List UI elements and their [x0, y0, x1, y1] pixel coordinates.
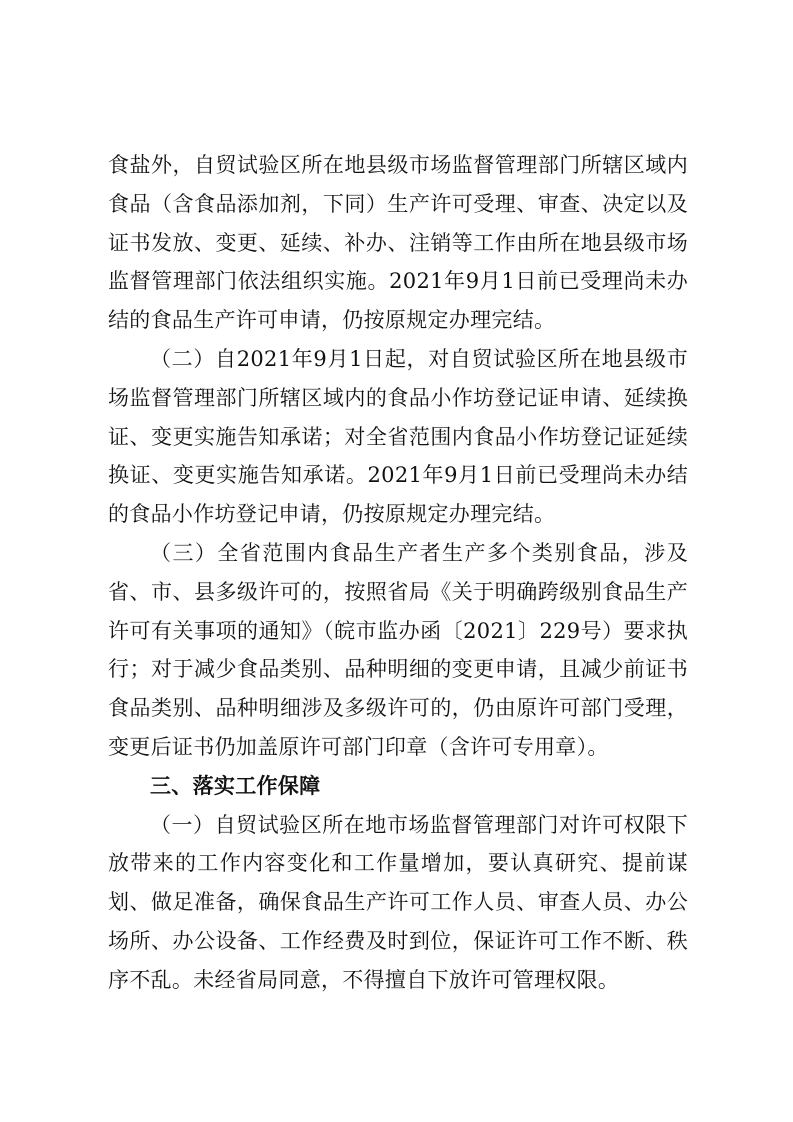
section-heading-three: 三、落实工作保障 — [150, 773, 321, 798]
paragraph-food-salt-continuation: 食盐外，自贸试验区所在地县级市场监督管理部门所辖区域内食品（含食品添加剂，下同）生产许可受理、审查、决定以及证书发放、变更、延续、补办、注销等工作由所在地县级市场监督管理部门依法组织实施。2021年9月1日前已受理尚未办结的食品生产许可申请，仍按原规定办理完结。 — [108, 153, 688, 333]
paragraph-item-three: （三）全省范围内食品生产者生产多个类别食品，涉及省、市、县多级许可的，按照省局《关于明确跨级别食品生产许可有关事项的通知》（皖市监办函〔2021〕229号）要求执行；对于减少食品类别、品种明细的变更申请，且减少前证书食品类别、品种明细涉及多级许可的，仍由原许可部门受理，变更后证书仍加盖原许可部门印章（含许可专用章）。 — [108, 540, 688, 759]
paragraph-section-three-item-one: （一）自贸试验区所在地市场监督管理部门对许可权限下放带来的工作内容变化和工作量增加，要认真研究、提前谋划、做足准备，确保食品生产许可工作人员、审查人员、办公场所、办公设备、工作经费及时到位，保证许可工作不断、秩序不乱。未经省局同意，不得擅自下放许可管理权限。 — [108, 812, 688, 992]
document-body — [108, 146, 688, 1000]
paragraph-item-two: （二）自2021年9月1日起，对自贸试验区所在地县级市场监督管理部门所辖区域内的食品小作坊登记证申请、延续换证、变更实施告知承诺；对全省范围内食品小作坊登记证延续换证、变更实施告知承诺。2021年9月1日前已受理尚未办结的食品小作坊登记申请，仍按原规定办理完结。 — [108, 346, 688, 527]
